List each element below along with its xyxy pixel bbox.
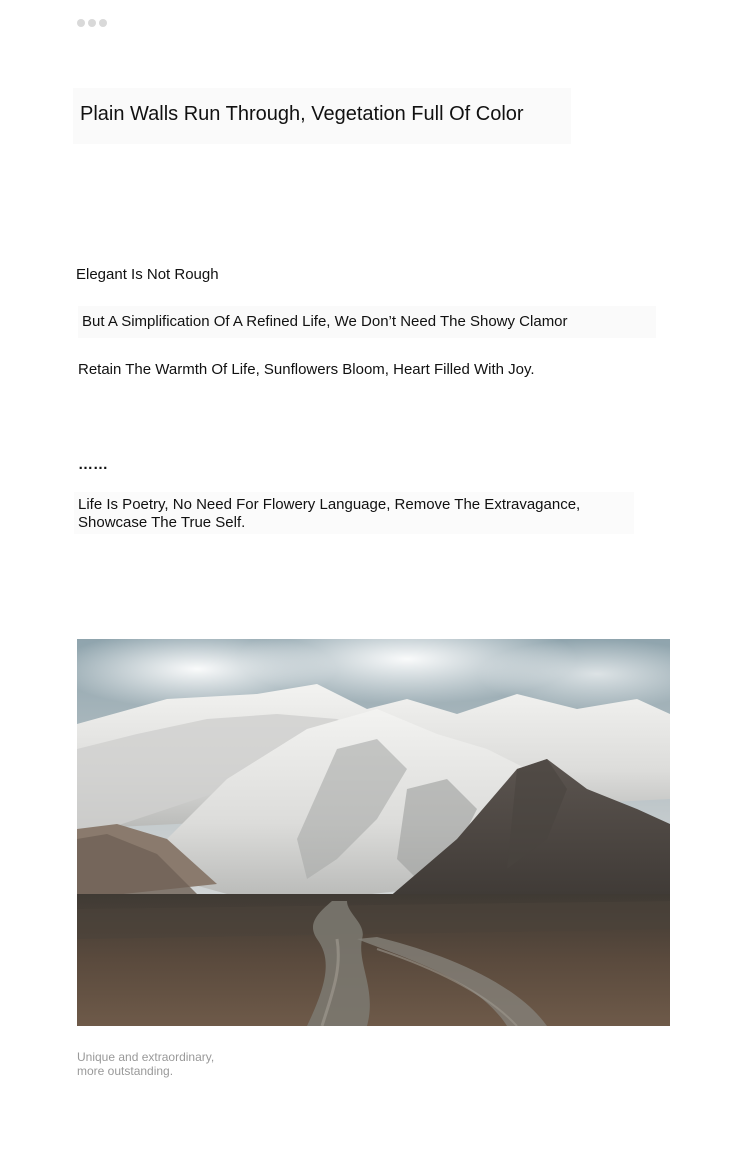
more-dots-icon[interactable] xyxy=(77,19,107,27)
image-caption xyxy=(77,1050,214,1078)
dot xyxy=(77,19,85,27)
title-block xyxy=(73,88,571,144)
ellipsis-text: …… xyxy=(78,456,108,473)
poetry-paragraph: Life Is Poetry, No Need For Flowery Language, Remove The Extravagance, Showcase The True Self. xyxy=(78,496,581,531)
mountain-landscape-illustration xyxy=(77,639,670,1026)
dot xyxy=(99,19,107,27)
dot xyxy=(88,19,96,27)
text-line-warmth: Retain The Warmth Of Life, Sunflowers Bloom, Heart Filled With Joy. xyxy=(78,361,535,378)
text-line-simplification: But A Simplification Of A Refined Life, We Don’t Need The Showy Clamor xyxy=(82,313,568,330)
mountain-landscape-image xyxy=(77,639,670,1026)
caption-line-1: Unique and extraordinary, xyxy=(77,1050,215,1064)
text-line-elegant: Elegant Is Not Rough xyxy=(76,266,219,283)
caption-line-2: more outstanding. xyxy=(77,1064,174,1078)
page-title: Plain Walls Run Through, Vegetation Full Of Color xyxy=(80,103,524,125)
